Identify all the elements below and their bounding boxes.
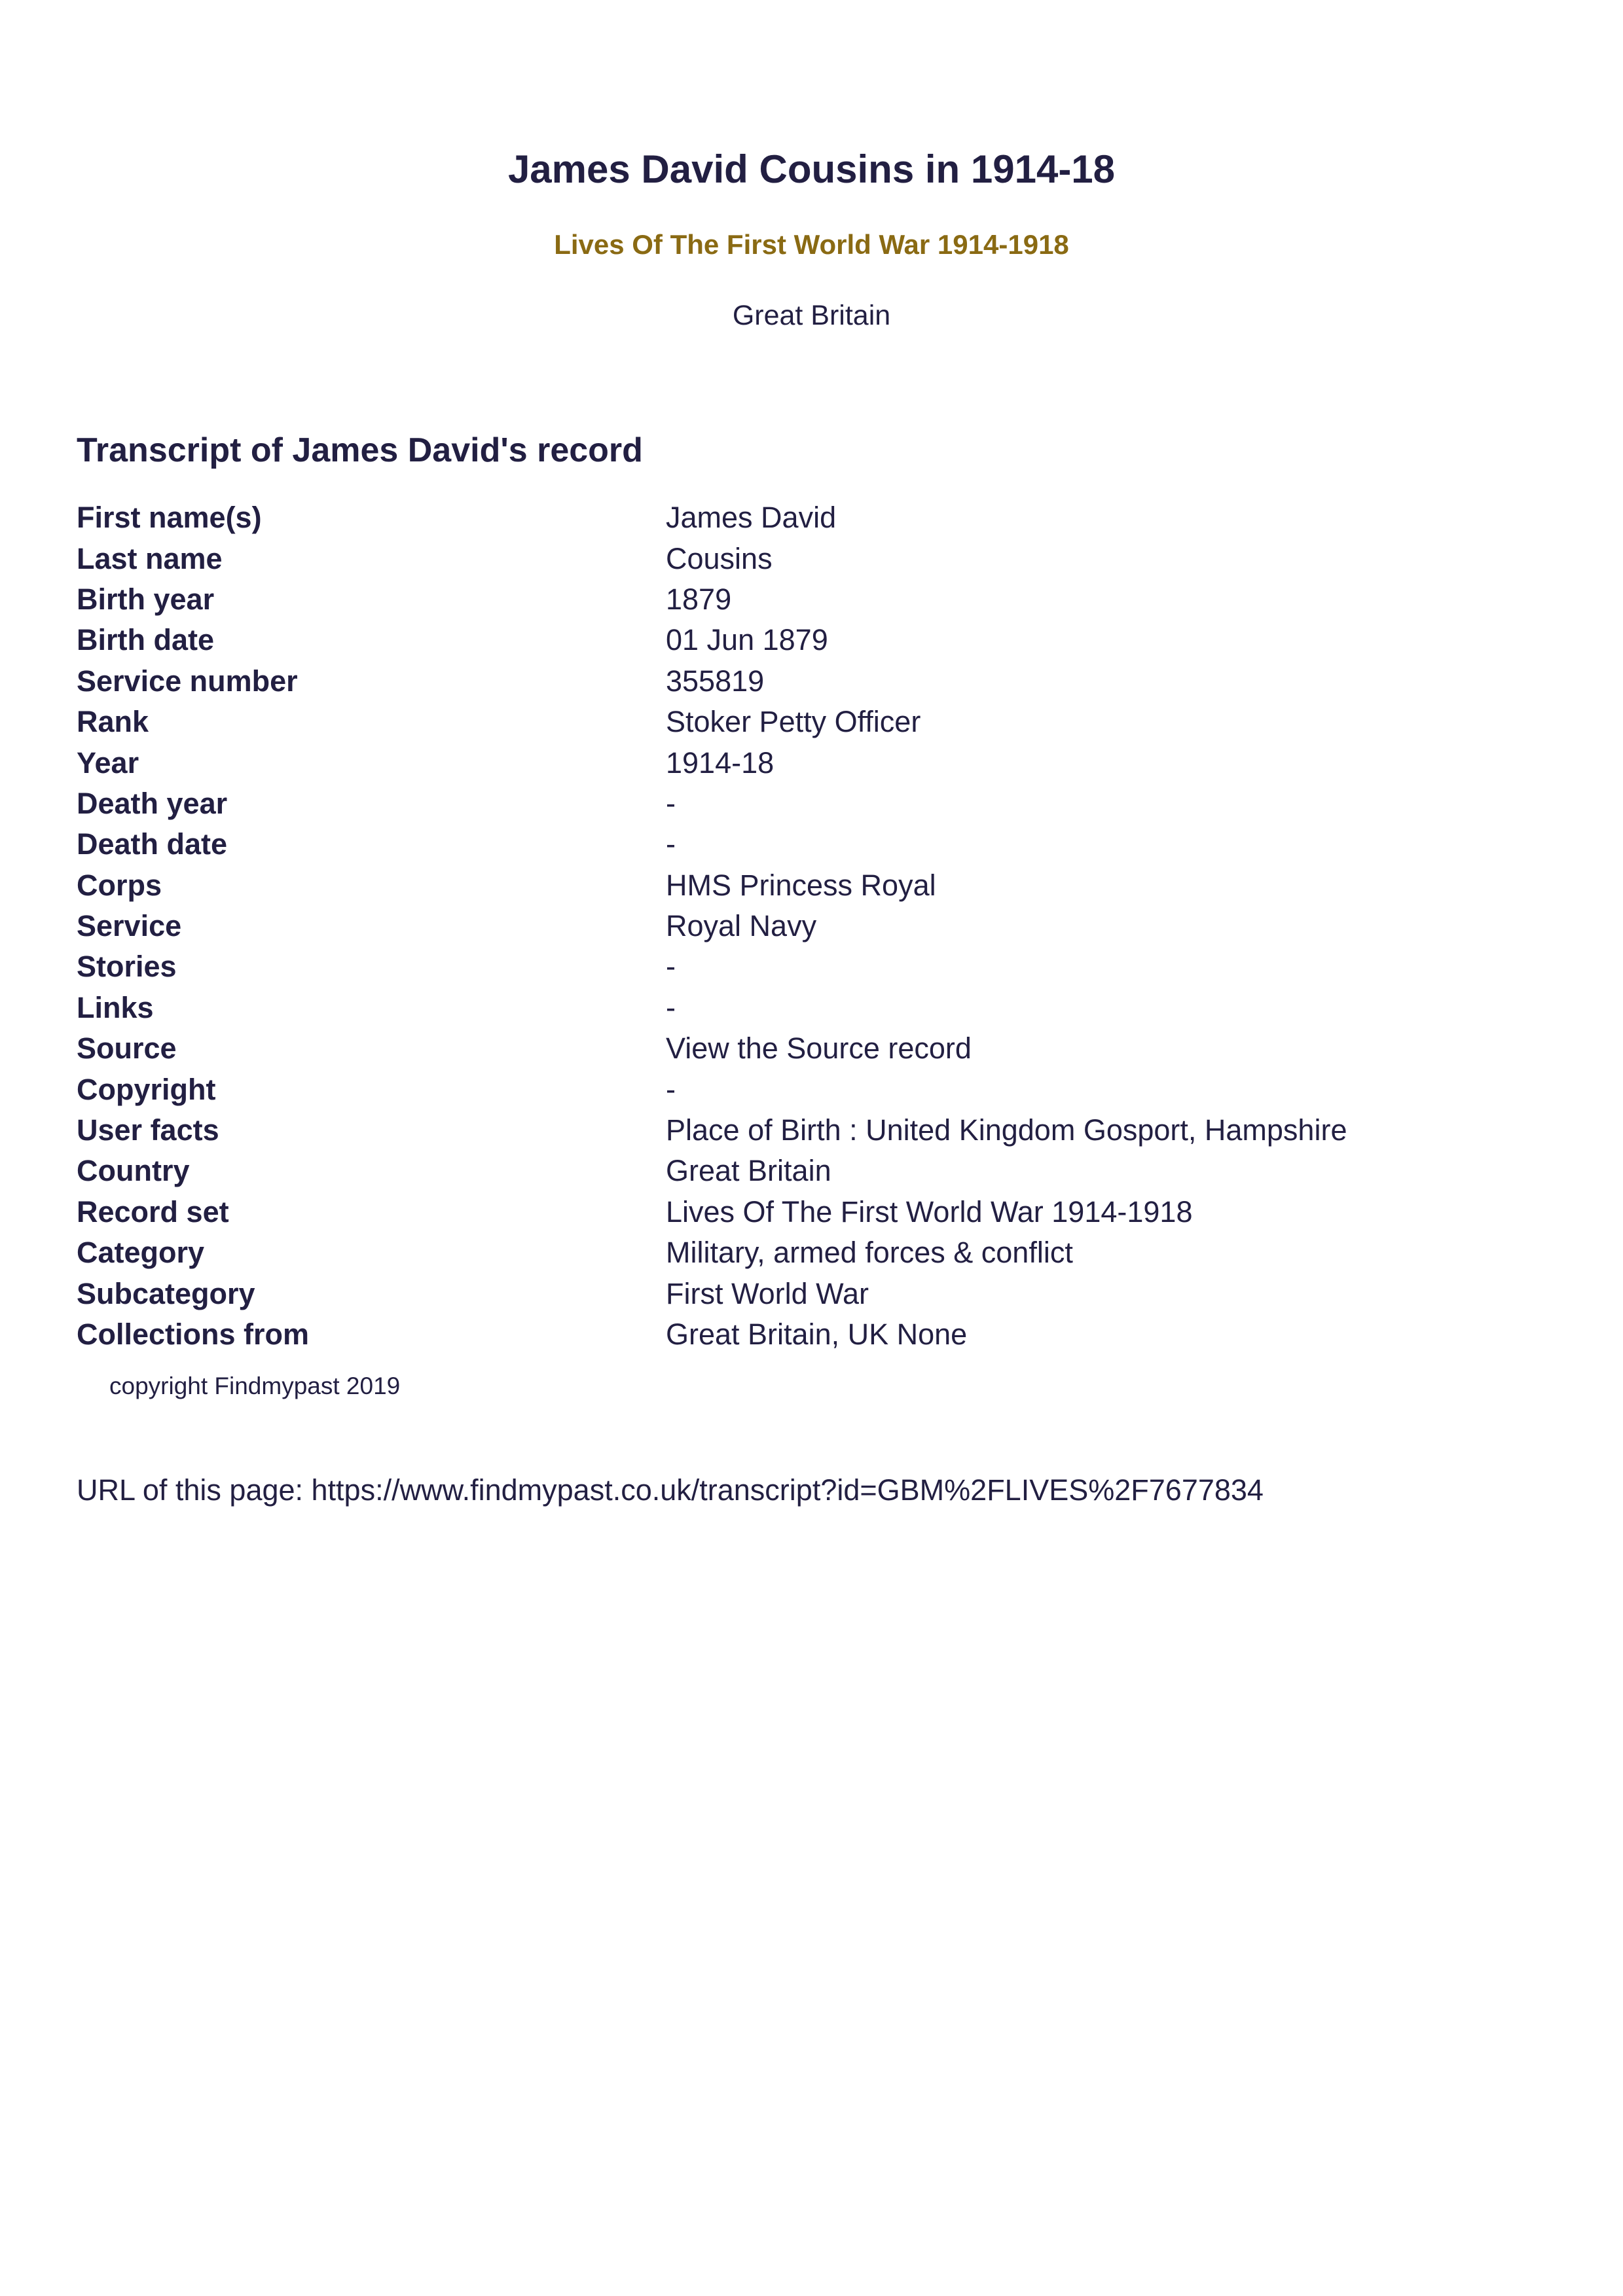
field-value: 355819 — [666, 664, 765, 698]
table-row — [77, 1110, 1550, 1151]
table-row — [77, 579, 1550, 620]
field-label: Corps — [77, 868, 162, 902]
field-label: Record set — [77, 1194, 229, 1229]
transcript-table — [77, 497, 1550, 1355]
field-value: Great Britain, UK None — [666, 1318, 968, 1351]
field-value: - — [666, 990, 676, 1024]
table-row — [77, 1232, 1550, 1273]
table-row — [77, 497, 1550, 538]
field-label: Service — [77, 909, 182, 943]
field-label: Birth year — [77, 582, 215, 616]
table-row — [77, 1151, 1550, 1191]
table-row — [77, 538, 1550, 579]
field-label: Last name — [77, 541, 223, 575]
field-value: 01 Jun 1879 — [666, 623, 828, 657]
table-row — [77, 906, 1550, 946]
table-row — [77, 1028, 1550, 1069]
field-label: First name(s) — [77, 501, 262, 535]
table-row — [77, 946, 1550, 987]
field-value: James David — [666, 501, 837, 535]
field-value: 1879 — [666, 582, 732, 616]
field-label: Source — [77, 1031, 177, 1066]
field-label: Subcategory — [77, 1276, 255, 1310]
field-value: Place of Birth : United Kingdom Gosport, Hampshire — [666, 1113, 1347, 1147]
table-row — [77, 661, 1550, 702]
country-line: Great Britain — [732, 300, 891, 331]
field-label: Links — [77, 990, 154, 1024]
field-value: Lives Of The First World War 1914-1918 — [666, 1194, 1193, 1229]
field-value: Great Britain — [666, 1154, 831, 1188]
page-title: James David Cousins in 1914-18 — [507, 147, 1116, 191]
field-label: Country — [77, 1154, 190, 1188]
field-label: Category — [77, 1236, 205, 1270]
record-set-subtitle: Lives Of The First World War 1914-1918 — [554, 229, 1069, 260]
table-row — [77, 702, 1550, 742]
copyright-note: copyright Findmypast 2019 — [109, 1372, 401, 1399]
field-value: 1914-18 — [666, 745, 775, 780]
table-row — [77, 1069, 1550, 1109]
field-value: - — [666, 786, 676, 820]
page-url: URL of this page: https://www.findmypast.co.uk/transcript?id=GBM%2FLIVES%2F7677834 — [77, 1473, 1264, 1507]
field-label: Stories — [77, 950, 177, 984]
table-row — [77, 988, 1550, 1028]
transcript-heading: Transcript of James David's record — [77, 431, 643, 469]
field-label: Birth date — [77, 623, 215, 657]
field-value: - — [666, 827, 676, 861]
field-label: User facts — [77, 1113, 219, 1147]
field-value: - — [666, 1072, 676, 1106]
field-label: Service number — [77, 664, 298, 698]
field-value: Cousins — [666, 541, 773, 575]
table-row — [77, 1192, 1550, 1232]
field-label: Collections from — [77, 1318, 310, 1351]
field-label: Rank — [77, 705, 149, 739]
field-value: Stoker Petty Officer — [666, 705, 921, 739]
table-row — [77, 824, 1550, 865]
field-label: Copyright — [77, 1072, 216, 1106]
source-record-link[interactable]: View the Source record — [666, 1031, 972, 1066]
table-row — [77, 783, 1550, 824]
field-value: Royal Navy — [666, 909, 817, 943]
field-value: HMS Princess Royal — [666, 868, 936, 902]
field-label: Year — [77, 745, 139, 780]
field-label: Death date — [77, 827, 228, 861]
field-value: - — [666, 950, 676, 984]
field-value: Military, armed forces & conflict — [666, 1236, 1073, 1270]
table-row — [77, 1273, 1550, 1314]
field-value: First World War — [666, 1276, 869, 1310]
table-row — [77, 742, 1550, 783]
table-row — [77, 1314, 1550, 1355]
table-row — [77, 865, 1550, 906]
field-label: Death year — [77, 786, 228, 820]
table-row — [77, 620, 1550, 660]
